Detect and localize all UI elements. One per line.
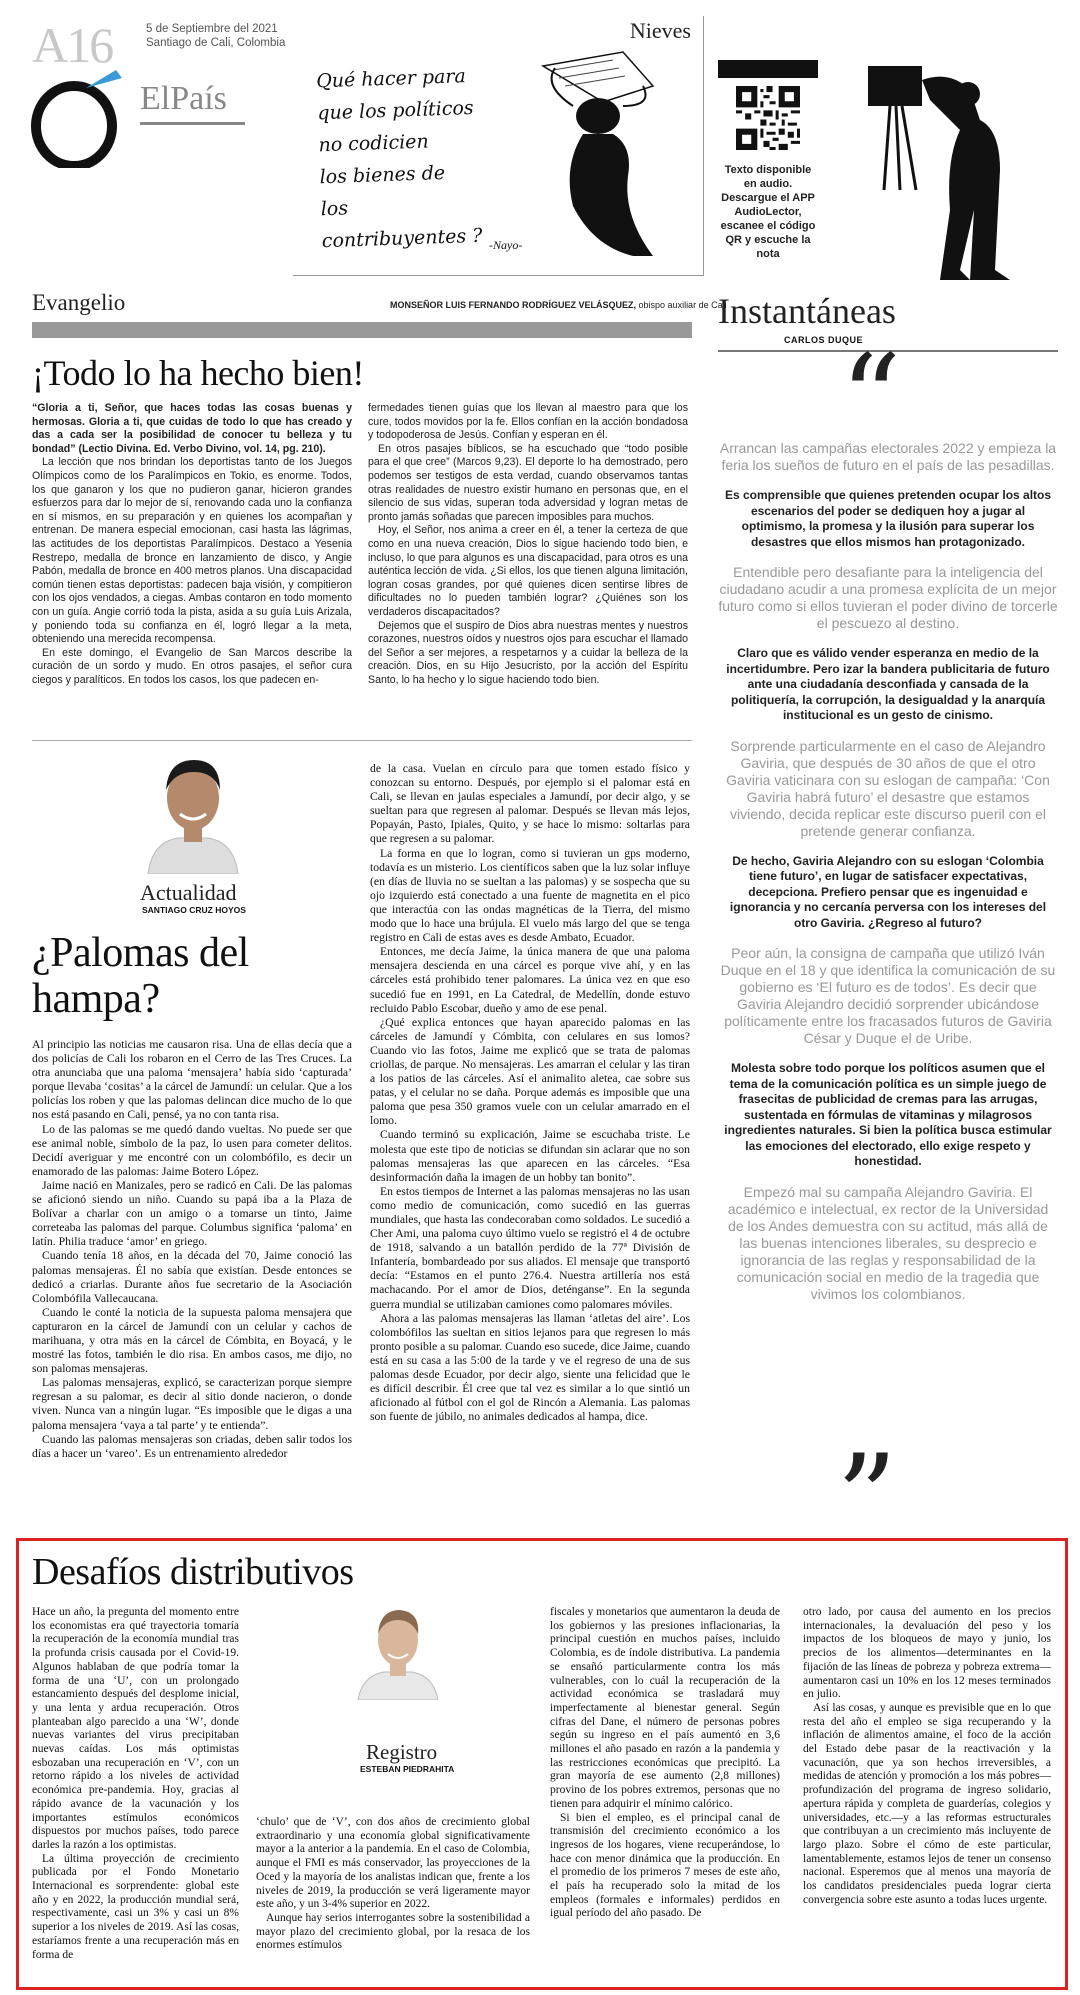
evangelio-paragraph: Dejemos que el suspiro de Dios abra nuestras mentes y nuestros corazones, nuestros oídos y nuestros ojos para escuchar el llamado del Señor a ser mejores, a respetarnos y a cuidar la belleza de la creación. Dios, en su Hijo Jesucristo, por la acción del Espíritu Santo, lo ha hecho y lo sigue haciendo todo bien. [368,619,688,686]
open-quote-icon: “ [840,330,902,469]
evangelio-paragraph: En otros pasajes bíblicos, se ha escuchado que “todo posible para el que cree” (Marcos 9,23). El deporte lo ha demostrado, pero podemos ser testigos de esta verdad, cuando observamos tantas otras realidades de nuestro existir humano en personas que, en el silencio de sus vidas, superan toda adversidad y logran metas de pronto jamás soñadas que parecen imposibles para muchos. [368,442,688,523]
actualidad-paragraph: Entonces, me decía Jaime, la única manera de que una paloma mensajera descienda en una cárcel es porque vive ahí, y en las cárceles está prohibido tener palomares. La única vez en que eso sucedió fue en 1991, en La Catedral, de Medellín, donde estuvo recluido Pablo Escobar, dueño y amo de ese penal. [370,945,690,1015]
actualidad-section-label: Actualidad [140,880,237,905]
actualidad-column-1 [32,1038,352,1461]
qr-code-icon[interactable] [736,86,800,150]
evangelio-byline-role: obispo auxiliar de Cali [638,300,727,310]
instantaneas-body [718,440,1058,1317]
photographer-illustration-icon [850,60,1050,290]
logo-name: ElPaís [140,80,227,117]
cartoon-line: contribuyentes ? [321,224,483,253]
cartoon-section-title: Nieves [629,18,691,43]
logo-underline [140,122,245,125]
dateline: 5 de Septiembre del 2021 Santiago de Cali, Colombia [146,23,286,49]
cartoon-handwritten-text [316,59,513,258]
actualidad-paragraph: ¿Qué explica entonces que hayan aparecido palomas en las cárceles de Jamundí y Cómbita, con celulares en sus lomos? Cuando vio las fotos, Jaime me explicó que se trata de palomas criollas, de parque. No mensajeras. Les amarran el celular y las tiran a los patios de las cárceles. Así el animalito aletea, cae sobre sus patas, y el celular no se daña. Porque además es imposible que una paloma que pesa 350 gramos vuele con un celular amarrado en el lomo. [370,1015,690,1128]
actualidad-paragraph: Lo de las palomas se me quedó dando vueltas. No puede ser que ese animal noble, símbolo de la paz, lo usen para cometer delitos. Decidí averiguar y me encontré con un colombófilo, es decir un enamorado de las palomas: Jaime Botero López. [32,1122,352,1178]
evangelio-headline: ¡Todo lo ha hecho bien! [32,353,364,393]
cartoon-panel [293,16,704,276]
instantaneas-paragraph: Claro que es válido vender esperanza en medio de la incertidumbre. Pero izar la bandera publicitaria de futuro ante una ciudadanía desconfiada y cansada de la politiquería, la corrupción, la desigualdad y la anarquía institucional es un gesto de cinismo. [726,646,1050,722]
close-quote-icon: ” [836,1430,898,1569]
desafios-paragraph: Aunque hay serios interrogantes sobre la sostenibilidad a mayor plazo del crecimiento global, por la resaca de los enormes estímulos [256,1911,530,1952]
desafios-column-1 [32,1606,239,1962]
cartoon-line: los [320,197,349,221]
evangelio-section-label: Evangelio [32,290,126,315]
desafios-column-3 [550,1606,780,1921]
desafios-headline: Desafíos distributivos [32,1551,354,1593]
actualidad-paragraph: Ahora a las palomas mensajeras las llaman ‘atletas del aire’. Los colombófilos las sueltan en sitios lejanos para que regresen lo más pronto posible a su palomar. Cuando eso sucede, dice Jaime, cuando está en su casa a las 5:00 de la tarde y ve el regreso de una de sus palomas desde Ecuador, por decir algo, siente una felicidad que le es difícil describir. Él cree que tal vez es similar a lo que sintió un aficionado al fútbol con el gol de Rincón a Alemania. Las palomas son fuente de júbilo, no animales dedicados al hampa, dice. [370,1311,690,1424]
desafios-paragraph: ‘chulo’ que de ‘V’, con dos años de crecimiento global extraordinario y una economía global significativamente mayor a la anterior a la pandemia. En el caso de Colombia, aunque el FMI es más conservador, las proyecciones de la Oced y la mayoría de los analistas indican que, frente a los niveles de 2019, la producción se verá ligeramente mayor este año, y un 3-4% superior en 2022. [256,1816,530,1911]
author-photo-santiago-cruz [128,742,258,874]
evangelio-byline-name: MONSEÑOR LUIS FERNANDO RODRÍGUEZ VELÁSQUEZ, [390,300,637,310]
evangelio-paragraph: fermedades tienen guías que los llevan al maestro para que los cure, todos movidos por la fe. Ellos confían en la acción bondadosa y todopoderosa de Jesús. Confían y esperan en él. [368,402,688,442]
evangelio-paragraph: La lección que nos brindan los deportistas tanto de los Juegos Olímpicos como de los Paralímpicos en Tokio, es enorme. Todos, los que ganaron y los que no pudieron ganar, hicieron grandes esfuerzos para dar lo mejor de sí, renovando cada uno la confianza en sí mismos, en su preparación y en quienes los acompañan y entrenan. De manera especial emocionan, casi hasta las lágrimas, las actitudes de los deportistas Paralímpicos. Destaco a Yesenia Restrepo, medalla de bronce en lanzamiento de disco, y Angie Pabón, medalla de bronce en 400 metros planos. Una discapacidad común tienen estas deportistas: padecen baja visión, y compitieron con los ojos vendados, a ciegas. Ambas contaron en todo momento con un guía. Angie corrió toda la pista, asida a su guía Luis Arizala, y poniendo toda su confianza en él, logró llegar a la meta, obteniendo una merecida recompensa. [32,456,352,646]
desafios-paragraph: fiscales y monetarios que aumentaron la deuda de los gobiernos y las presiones inflacionarias, la principal cuestión en muchos países, incluido Colombia, es de índole distributiva. La pandemia se ensañó particularmente contra los más vulnerables, con lo cuál la recuperación de la actividad económica se trasladará muy imperfectamente al bienestar general. Según cifras del Dane, el número de personas pobres según su ingreso en el país aumentó en 3,6 millones el año pasado en razón a la pandemia y las restricciones económicas que precipitó. La gran mayoría de ese aumento (2,8 millones) provino de los pobres extremos, personas que no tienen para adquirir el mínimo calórico. [550,1606,780,1810]
instantaneas-paragraph: Empezó mal su campaña Alejandro Gaviria. El académico e intelectual, ex rector de la Universidad de los Andes demuestra con su actitud, más allá de las buenas intenciones liberales, su desprecio e ignorancia de las reglas y responsabilidad de la comunicación social en medio de la tragedia que vivimos los colombianos. [727,1183,1049,1302]
instantaneas-title: Instantáneas [718,291,896,331]
instantaneas-paragraph: Es comprensible que quienes pretenden ocupar los altos escenarios del poder se dediquen hoy a jugar al optimismo, la promesa y la ilusión para superar los desastres que ellos mismos han protagonizado. [724,488,1052,549]
author-photo-esteban-piedrahita [352,1596,444,1700]
cartoon-line: Qué hacer para [315,65,467,93]
actualidad-paragraph: Cuando terminó su explicación, Jaime se escuchaba triste. Le molesta que este tipo de noticias se difundan sin aclarar que no son palomas mensajeras las que aparecen en las cárceles. “Esa desinformación daña la imagen de un hobby tan bonito”. [370,1128,690,1184]
actualidad-column-2 [370,762,690,1424]
actualidad-paragraph: Las palomas mensajeras, explicó, se caracterizan porque siempre regresan a su palomar, es decir al sitio donde nacieron, o donde viven. Nunca van a ningún lugar. “Es imposible que le digas a una paloma mensajera ‘vaya a tal parte’ y te entienda”. [32,1376,352,1432]
cartoon-signature: -Nayo- [489,238,523,252]
actualidad-paragraph: Cuando le conté la noticia de la supuesta paloma mensajera que capturaron en la cárcel de Jamundí con un celular y cachos de marihuana, y otra más en la cárcel de Cómbita, en Boyacá, y le mostré las fotos, también le dio risa. En ambos casos, me dijo, no son palomas mensajeras. [32,1305,352,1376]
actualidad-paragraph: Cuando tenía 18 años, en la década del 70, Jaime conoció las palomas mensajeras. Él no sabía que existían. Desde entonces se dedicó a criarlas. Durante años fue secretario de la Asociación Colombófila Vallecaucana. [32,1249,352,1305]
page-number: A16 [32,17,113,73]
desafios-column-4 [803,1606,1051,1907]
desafios-paragraph: La última proyección de crecimiento publicada por el Fondo Monetario Internacional es sorprendente: global este año y en 2022, la producción mundial será, respectivamente, casi un 3% y casi un 8% superior a los niveles de 2019. Así las cosas, estaríamos frente a una recuperación más en forma de [32,1852,239,1961]
evangelio-header-bar [32,322,692,338]
instantaneas-paragraph: Peor aún, la consigna de campaña que utilizó Iván Duque en el 18 y que identifica la comunicación de su gobierno es ‘El futuro es de todos’. Es decir que Gaviria Alejandro decidió sorprender ubicándose políticamente entre los fracasados futuros de Gaviria César y Duque el de Uribe. [720,945,1056,1046]
evangelio-byline [390,300,727,310]
actualidad-paragraph: Cuando las palomas mensajeras son criadas, deben salir todos los días a hacer un ‘vareo’. Es un entrenamiento alrededor [32,1432,352,1460]
section-divider [32,740,692,741]
evangelio-paragraph: “Gloria a ti, Señor, que haces todas las cosas buenas y hermosas. Gloria a ti, que cuidas de todo lo que has creado y das a cada ser la posibilidad de conocer tu belleza y tu bondad” (Lectio Divina. Ed. Verbo Divino, vol. 14, pg. 210). [32,402,352,455]
evangelio-paragraph: En este domingo, el Evangelio de San Marcos describe la curación de un sordo y mudo. En otros pasajes, el señor cura ciegos y paralíticos. En todos los casos, los que padecen en- [32,646,352,686]
logo-o-icon [30,68,130,168]
qr-header-bar [718,60,818,78]
instantaneas-paragraph: Sorprende particularmente en el caso de Alejandro Gaviria, que después de 30 años de que el otro Gaviria vaticinara con su eslogan de campaña: ‘Con Gaviria habrá futuro’ el desastre que estamos viviendo, decida replicar este discurso pueril con el pretende generar confianza. [726,737,1050,839]
cartoon-line: no codicien [318,130,430,157]
desafios-paragraph: otro lado, por causa del aumento en los precios internacionales, la devaluación del peso y los impactos de los bloqueos de mayo y junio, los precios de los alimentos—determinantes en la fijación de las líneas de pobreza y pobreza extrema—aumentaron casi un 10% en los 12 meses terminados en julio. [803,1606,1051,1701]
instantaneas-paragraph: Molesta sobre todo porque los políticos asumen que el tema de la comunicación política es un simple juego de frasecitas de publicidad de cremas para las arrugas, sustentada en fórmulas de vitaminas y milagrosos ingredientes naturales. Si bien la política busca estimular las emociones del electorado, ello exige respeto y honestidad. [724,1061,1052,1168]
cartoon-line: que los políticos [316,96,474,125]
desafios-paragraph: Si bien el empleo, es el principal canal de transmisión del crecimiento económico a los ingresos de los hogares, viene recuperándose, lo hace con menor dinámica que la producción. En el promedio de los primeros 7 meses de este año, el país ha recuperado solo la mitad de los empleos (formales e informales) perdidos en igual período del año pasado. De [550,1811,780,1920]
actualidad-paragraph: Al principio las noticias me causaron risa. Una de ellas decía que a dos policías de Cali los robaron en el Cerro de las Tres Cruces. La otra anunciaba que una paloma ‘mensajera’ había sido ‘capturada’ porque llevaba ‘cositas’ a la cárcel de Jamundí: un celular. Que a los policías los roben y que las palomas delincan dice mucho de lo que nos está pasando en Cali, pensé, ya no con tanta risa. [32,1038,352,1122]
instantaneas-author: CARLOS DUQUE [784,335,864,345]
qr-block [718,60,818,261]
actualidad-author: SANTIAGO CRUZ HOYOS [142,905,246,915]
desafios-paragraph: Hace un año, la pregunta del momento entre los economistas era qué trayectoria tomaría la recuperación de la economía mundial tras la profunda crisis causada por el Covid-19. Algunos hablaban de que podría tomar la forma de una ‘U’, con un prolongado estancamiento después del desplome inicial, y una lenta y ardua recuperación. Otros planteaban algo parecido a una ‘W’, donde nuevas variantes del virus precipitaban nuevas caídas. Los más optimistas esbozaban una recuperación en ‘V’, con un retorno rápido a los niveles de actividad económica pre-pandemia. Hoy, gracias al rápido avance de la vacunación y los importantes estímulos económicos dispuestos por muchos países, todo parece darles la razón a los optimistas. [32,1606,239,1851]
actualidad-paragraph: En estos tiempos de Internet a las palomas mensajeras no las usan como medio de comunicación, como sucedió en las guerras mundiales, que hasta las condecoraban como soldados. Le sucedió a Cher Ami, una paloma cuyo último vuelo se registró el 4 de octubre de 1918, salvando a un batallón perdido de la 77ª División de Infantería, bombardeado por sus aliados. El mensaje que transportó decía: “Estamos en el punto 276.4. Nuestra artillería nos está machacando. Por el amor de Dios, deténganse”. En la segunda guerra mundial se utilizaban camiones como palomares móviles. [370,1184,690,1311]
instantaneas-paragraph: Arrancan las campañas electorales 2022 y empieza la feria los sueños de futuro en el país de las pesadillas. [719,440,1057,473]
registro-section-label: Registro [366,1740,438,1764]
evangelio-paragraph: Hoy, el Señor, nos anima a creer en él, a tener la certeza de que como en una nueva creación, Dios lo sigue haciendo todo bien, e incluso, lo que para algunos es una discapacidad, para otros es una auténtica lección de vida. ¿Si ellos, los que tienen alguna limitación, logran cosas grandes, por qué quienes dicen sentirse libres de dificultades no lo pueden también lograr? ¿Quiénes son los verdaderos discapacitados? [368,524,688,618]
evangelio-column-1 [32,402,352,687]
actualidad-paragraph: de la casa. Vuelan en círculo para que tomen estado físico y conozcan su entorno. Después, por ejemplo si el palomar está en Cali, se llevan en jaulas especiales a Jamundí, por decir algo, y se sueltan para que regresen al palomar. Después se llevan más lejos, Popayán, Pasto, Ipiales, Quito, y se hace lo mismo: soltarlas para que regresen a su palomar. [370,762,690,846]
cartoon-line: los bienes de [319,161,446,189]
instantaneas-paragraph: Entendible pero desafiante para la inteligencia del ciudadano acudir a una promesa explícita de un mejor futuro como si ellos tuvieran el poder divino de torcerle el pescuezo al destino. [718,564,1058,631]
actualidad-headline: ¿Palomas del hampa? [32,930,249,1022]
instantaneas-paragraph: De hecho, Gaviria Alejandro con su eslogan ‘Colombia tiene futuro’, en lugar de satisfacer expectativas, decepciona. Prefiero pensar que es ingenuidad e ignorancia y no cercanía perversa con los intereses del otro Gaviria. ¿Regreso al futuro? [729,853,1047,930]
evangelio-column-2 [368,402,688,687]
registro-author: ESTEBAN PIEDRAHITA [360,1764,455,1774]
desafios-column-2 [256,1816,530,1953]
cartoon-woman-reading-icon [503,46,683,266]
actualidad-paragraph: La forma en que lo logran, como si tuvieran un gps moderno, todavía es un misterio. Los científicos saben que la luz solar influye (en días de lluvia no se sueltan a las palomas) y se sospecha que su ojo izquierdo está conectado a una fuente de magnetita en el pico que interactúa con las ondas magnéticas de la Tierra, del mismo modo que lo hace una brújula. El vuelo más largo del que se tenga registro en Cali de estas aves es desde Ambato, Ecuador. [370,846,690,945]
qr-caption: Texto disponible en audio. Descargue el APP AudioLector, escanee el código QR y escuche la nota [720,164,816,260]
desafios-paragraph: Así las cosas, y aunque es previsible que en lo que resta del año el empleo se siga recuperando y la inflación de alimentos amaine, el foco de la acción del Estado debe pasar de la reactivación y la vacunación, que ya son hechos irreversibles, a medidas de atención y promoción a los más pobres—profundización del programa de ingreso solidario, apertura rápida y completa de guarderías, colegios y universidades, etc.—y a las reformas estructurales que contribuyan a un crecimiento más incluyente de largo plazo. Sobre el cómo de este particular, lamentablemente, estamos lejos de tener un consenso nacional. Esperemos que al menos una mayoría de los candidatos presidenciales pueda lograr cierta convergencia sobre este asunto a todas luces urgente. [803,1701,1051,1906]
actualidad-paragraph: Jaime nació en Manizales, pero se radicó en Cali. De las palomas se aficionó siendo un niño. Cuando su papá iba a la Plaza de Bolívar a charlar con un amigo o a tomarse un tinto, Jaime correteaba las palomas del parque. Columbus significa ‘paloma’ en latín. Philia traduce ‘amor’ en griego. [32,1178,352,1249]
